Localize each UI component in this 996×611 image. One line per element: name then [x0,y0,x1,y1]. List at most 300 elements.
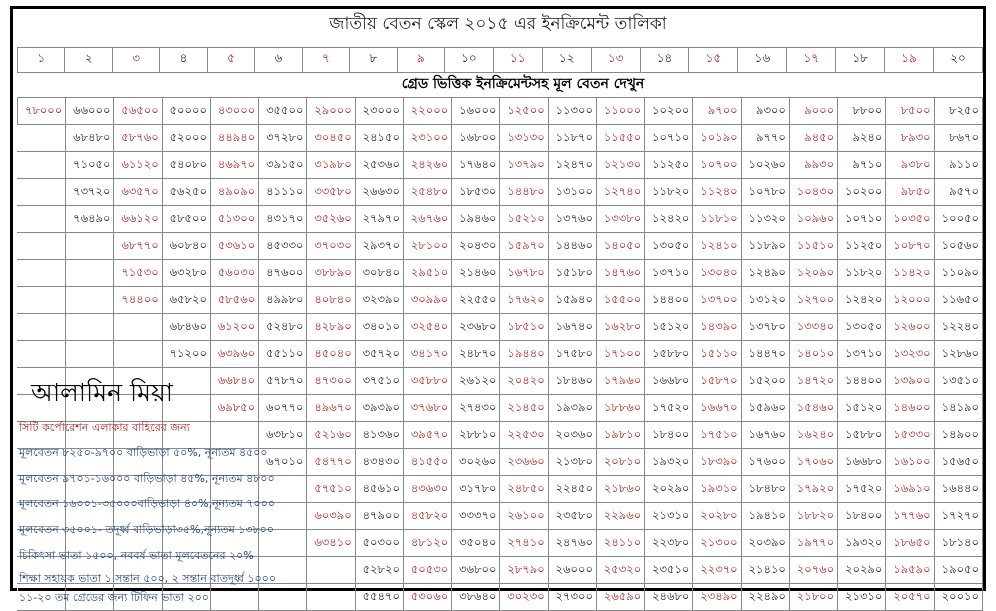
salary-cell: ৪১৫৫০ [403,449,451,476]
salary-cell: ৪৫৮২০ [403,503,451,530]
salary-cell: ৩১৭৮০ [452,476,500,503]
salary-cell: ৪৩৬৩০ [403,476,451,503]
salary-cell: ১২০০০ [886,287,934,314]
salary-cell: ১১৮৭০ [548,125,596,152]
grade-header-5: ৫ [207,48,254,73]
salary-cell: ১৫৮৭০ [693,368,741,395]
salary-cell: ৬৩৫৭০ [114,179,162,206]
salary-cell: ২৫৩২০ [596,557,644,584]
salary-cell: ১২৪২০ [838,287,886,314]
salary-cell: ১২৫০০ [500,98,548,125]
author-name: আলামিন মিয়া [31,378,173,407]
grade-header-6: ৬ [255,48,302,73]
salary-cell: ২৬৫৯০ [596,584,644,611]
salary-cell: ৭৬৪৯০ [66,206,114,233]
salary-cell: ১৫১৮০ [548,260,596,287]
salary-cell: ২০২৯০ [838,557,886,584]
salary-cell: ১৬০০০ [452,98,500,125]
allowance-note: মূলবেতন ১৬০০১-৩৫০০০বাড়িভাড়া ৪০%,নূন্যতম ৭০০০ [19,497,275,510]
salary-cell: ৬০৮৪০ [162,233,210,260]
salary-cell: ৬৮৪৬০ [162,314,210,341]
salary-cell: ১৯৪৬০ [452,206,500,233]
salary-cell: ৮৯৩০ [886,125,934,152]
allowance-note: মূলবেতন ৯৭০১-১৬০০০ বাড়িভাড়া ৪৫%, নূন্যতম ৪৮০০ [19,472,275,485]
salary-cell: ১৭২৭০ [934,503,982,530]
grade-header-11: ১১ [493,48,542,73]
salary-cell: ১৫৫০০ [596,287,644,314]
salary-cell: ১৪৪৮০ [500,179,548,206]
salary-cell: ৫০৩০০ [355,530,403,557]
salary-cell: ৪৭৩০০ [307,368,355,395]
salary-cell: ২৫৪৮০ [403,179,451,206]
page-title: জাতীয় বেতন স্কেল ২০১৫ এর ইনক্রিমেন্ট তালিকা [329,14,667,34]
salary-cell: ১২৪২০ [645,206,693,233]
salary-cell: ২০২৯০ [645,476,693,503]
salary-cell: ২২৫৩০ [500,422,548,449]
salary-cell: ১৮৫১০ [500,314,548,341]
salary-cell: ১৫১২০ [645,314,693,341]
salary-cell: ২২৪৯০ [741,584,789,611]
salary-cell: ৬৮৭৭০ [114,233,162,260]
table-row [18,233,983,260]
table-row [18,152,983,179]
salary-cell: ৭১০৫০ [66,152,114,179]
salary-cell: ২৭৯৭০ [355,206,403,233]
salary-cell: ৩৭২৮০ [259,125,307,152]
salary-cell: ১৫২০০ [741,368,789,395]
salary-cell: ১৮৪৬০ [548,368,596,395]
salary-cell: ৬৩৪১০ [307,530,355,557]
salary-cell: ১৮৩৯০ [693,449,741,476]
salary-cell: ১৫৪৬০ [789,395,837,422]
salary-cell: ১৬৬৮০ [838,449,886,476]
salary-cell: ২২৯৬০ [596,503,644,530]
table-row [18,206,983,233]
allowance-note: ১১-২০ তম গ্রেডের জন্য টিফিন ভাতা ২০০ [19,591,209,604]
salary-cell: ২০৭৬০ [789,557,837,584]
allowance-note: মূলবেতন ৩৫০০১- তদূর্ধ্ব বাড়িভাড়া৩৫%,নূন্যতম ১৩৮০০ [19,523,274,536]
salary-cell: ৪৪৯৪০ [210,125,258,152]
salary-cell: ১৩৯০০ [886,368,934,395]
salary-cell: ১৪৪৬০ [548,233,596,260]
salary-cell [18,260,66,287]
salary-cell: ৫১৩০০ [210,206,258,233]
salary-cell: ২৮৭৯০ [500,557,548,584]
salary-cell: ২৮৮১০ [452,422,500,449]
salary-cell: ২১৮০০ [789,584,837,611]
grade-header-15: ১৫ [689,48,738,73]
salary-cell: ২৭৩০০ [548,584,596,611]
salary-cell: ৫৩০৬০ [403,584,451,611]
salary-cell: ৫৫৪৭০ [355,584,403,611]
salary-cell: ১৬৪৪০ [934,476,982,503]
salary-cell: ২০৩৯০ [741,530,789,557]
salary-cell: ৩৯১৫০ [259,152,307,179]
salary-cell: ১৩৫১০ [934,368,982,395]
salary-cell [66,233,114,260]
salary-cell: ৯২৪০ [838,125,886,152]
salary-cell: ২৩১০০ [403,125,451,152]
salary-cell: ১৯৩২০ [645,449,693,476]
grade-header-19: ১৯ [885,48,934,73]
salary-cell: ৩০২৩০ [500,584,548,611]
table-row [18,260,983,287]
salary-cell: ১২২৪০ [934,314,982,341]
salary-cell: ১৫৮৮০ [645,341,693,368]
grade-header-9: ৯ [397,48,444,73]
salary-cell: ৬১১২০ [114,152,162,179]
salary-cell: ১৩০৫০ [838,314,886,341]
grade-header-20: ২০ [934,48,983,73]
salary-cell [18,233,66,260]
salary-cell: ৯৩৮০ [886,152,934,179]
salary-cell: ৪৩১৭০ [259,206,307,233]
salary-cell: ১২৮৬০ [934,341,982,368]
salary-cell: ১৭৫২০ [645,395,693,422]
salary-cell: ৪৮১২০ [403,530,451,557]
salary-cell: ১১৮২০ [645,179,693,206]
salary-cell: ৩৭৬৮০ [403,395,451,422]
salary-cell: ১০৫৬০ [934,233,982,260]
salary-cell [18,287,66,314]
grade-header-13: ১৩ [591,48,640,73]
grade-header-3: ৩ [112,48,159,73]
salary-cell: ১০১৯০ [693,125,741,152]
salary-cell: ১৫১২০ [838,395,886,422]
salary-cell: ১৪৯০০ [934,422,982,449]
grade-header-16: ১৬ [738,48,787,73]
salary-cell: ৫৮৭৬০ [114,125,162,152]
salary-cell: ৫৬২৫০ [162,179,210,206]
salary-cell: ৬১২০০ [210,314,258,341]
salary-cell: ৫৫১১০ [259,341,307,368]
salary-cell: ৫৭৮৭০ [259,368,307,395]
salary-cell: ১৭৯২০ [789,476,837,503]
salary-cell: ১০৩৫০ [886,206,934,233]
salary-cell: ২১৩৮০ [548,449,596,476]
salary-cell: ১১২৪০ [693,179,741,206]
grade-header-14: ১৪ [640,48,689,73]
salary-cell: ৭৪৪০০ [114,287,162,314]
salary-cell: ১৪১৯০ [934,395,982,422]
salary-cell: ৬৮৪৮০ [66,125,114,152]
salary-cell: ২২৩৮০ [645,530,693,557]
salary-cell: ১৩৭৬০ [548,206,596,233]
salary-cell: ২৯৫১০ [403,260,451,287]
salary-cell: ১৭৫৮০ [548,341,596,368]
salary-cell: ১৬৮০০ [452,125,500,152]
salary-cell [18,179,66,206]
salary-cell: ১১২৫০ [645,152,693,179]
salary-cell: ২১৩১০ [838,584,886,611]
salary-cell: ৩০৯৯০ [403,287,451,314]
salary-cell [114,341,162,368]
salary-cell: ৫৭৫১০ [307,476,355,503]
salary-cell: ৩২৩৯০ [355,287,403,314]
grade-header-18: ১৮ [836,48,885,73]
salary-cell [18,206,66,233]
salary-cell: ১৬৭৪০ [548,314,596,341]
table-row [18,179,983,206]
salary-cell: ৯৭১০ [838,152,886,179]
grade-header-row [17,47,983,73]
salary-cell: ১৩৩৪০ [789,314,837,341]
salary-cell: ৭৩৭২০ [66,179,114,206]
salary-cell: ৯৪৫০ [789,125,837,152]
salary-cell: ২৩০০০ [355,98,403,125]
salary-cell: ১৪৪৭০ [741,341,789,368]
salary-cell: ১৯৩৯০ [548,395,596,422]
salary-cell: ২৩৬৮০ [452,314,500,341]
salary-cell: ১১৬৫০ [934,287,982,314]
salary-cell: ১১৮২০ [838,260,886,287]
salary-cell: ৫৪০৮০ [162,152,210,179]
salary-cell: ৪১১১০ [259,179,307,206]
salary-cell: ৩৮৬৪০ [452,584,500,611]
salary-cell: ১২৪৭০ [548,152,596,179]
salary-cell: ১৩২৩০ [886,341,934,368]
salary-cell: ৯৯৩০ [789,152,837,179]
table-row [18,287,983,314]
salary-cell: ২৪২৬০ [403,152,451,179]
salary-cell: ১৩০৪০ [693,260,741,287]
salary-cell: ১৫৩৩০ [886,422,934,449]
salary-cell: ৬৬১২০ [114,206,162,233]
salary-cell: ২৪১৫০ [355,125,403,152]
salary-cell: ১৭৬৪০ [452,152,500,179]
salary-cell: ১২১৩০ [596,152,644,179]
salary-cell: ৩৫২৬০ [307,206,355,233]
salary-cell: ২৯৩৭০ [355,233,403,260]
salary-cell: ১৩৭১০ [838,341,886,368]
grade-header-4: ৪ [160,48,207,73]
salary-cell [18,314,66,341]
salary-cell: ১২৬০০ [886,314,934,341]
salary-cell [307,584,355,611]
salary-cell: ২১৮৬০ [596,476,644,503]
salary-cell: ২৮১০০ [403,233,451,260]
salary-cell: ১০২০০ [645,98,693,125]
salary-cell: ৩১৯৮০ [307,152,355,179]
salary-cell: ৪৭৯০০ [355,503,403,530]
salary-cell: ১০৪৩০ [789,179,837,206]
salary-cell: ৬০৩৯০ [307,503,355,530]
salary-cell [66,287,114,314]
salary-cell: ৩৩৫৮০ [307,179,355,206]
salary-cell: ১৪৭২০ [789,368,837,395]
salary-cell: ১৩১০০ [548,179,596,206]
salary-cell: ১১৩০০ [548,98,596,125]
salary-cell: ১৩৭৮০ [741,314,789,341]
salary-cell: ১৫৬৫০ [934,449,982,476]
salary-cell: ২০৪৩০ [452,233,500,260]
salary-cell: ২৪১১০ [596,530,644,557]
salary-cell: ১০৮৭০ [886,233,934,260]
salary-cell: ১৫৮৮০ [838,422,886,449]
salary-cell: ২০৫৭০ [886,584,934,611]
salary-cell: ১৫২১০ [500,206,548,233]
salary-cell: ৫২৮২০ [355,557,403,584]
salary-cell: ১৭০৬০ [789,449,837,476]
salary-cell: ১২৭০০ [789,287,837,314]
subtitle: গ্রেড ভিত্তিক ইনক্রিমেন্টসহ মূল বেতন দেখুন [401,76,645,92]
salary-cell [66,314,114,341]
salary-cell: ৪৫৩৩০ [259,233,307,260]
salary-cell: ২০৮১০ [596,449,644,476]
salary-cell: ১১৮১০ [693,206,741,233]
salary-cell: ৬৩২৮০ [162,260,210,287]
salary-cell: ১০২০০ [838,179,886,206]
salary-cell [66,260,114,287]
salary-cell: ৮২৫০ [934,98,982,125]
salary-cell: ৩৫৫০০ [259,98,307,125]
allowance-note: মূলবেতন ৮২৫০-৯৭০০ বাড়িভাড়া ৫০%, নূন্যতম ৪৫০০ [19,446,268,459]
salary-cell: ২৩৪৯০ [693,584,741,611]
salary-cell: ১২৭৪০ [596,179,644,206]
salary-cell: ৫৮৫০০ [162,206,210,233]
salary-cell: ২২০০০ [403,98,451,125]
salary-cell: ১৭৫২০ [838,476,886,503]
salary-cell [66,341,114,368]
allowance-note: শিক্ষা সহায়ক ভাতা ১ সন্তান ৫০০, ২ সন্তান বাতদূর্ধ্ব ১০০০ [19,572,276,585]
salary-cell: ২৬১২০ [452,368,500,395]
salary-cell: ৪০৮৪০ [307,287,355,314]
salary-cell: ১৬৬৮০ [645,368,693,395]
salary-cell: ২১৩১০ [645,503,693,530]
salary-cell: ৪৫৬১০ [355,476,403,503]
salary-cell: ৩২৫৪০ [403,314,451,341]
salary-cell: ৪৬৯৭০ [210,152,258,179]
salary-cell: ৫৩৬১০ [210,233,258,260]
salary-cell: ৪৫০৪০ [307,341,355,368]
salary-cell: ১৯০৫০ [934,557,982,584]
salary-cell: ১৯৮১০ [596,422,644,449]
salary-cell: ২১৪১০ [741,557,789,584]
salary-cell: ৩৫৮৮০ [403,368,451,395]
salary-cell: ২২৩৭০ [693,557,741,584]
salary-cell: ১১৮৯০ [741,233,789,260]
salary-cell: ২৭৪৩০ [452,395,500,422]
salary-cell: ২৩৫৮০ [548,503,596,530]
grade-header-7: ৭ [302,48,349,73]
salary-cell: ১৪০১০ [789,341,837,368]
grade-header-2: ২ [65,48,112,73]
salary-cell: ১৪৪০০ [645,287,693,314]
salary-cell: ৩০২৬০ [452,449,500,476]
salary-cell: ১৭৯৬০ [596,368,644,395]
salary-cell: ১৮১৪০ [934,530,982,557]
salary-cell: ১৬১০০ [886,449,934,476]
salary-cell: ৩৮৮৯০ [307,260,355,287]
salary-cell: ১৫৯৬০ [741,395,789,422]
salary-cell: ১০২৬০ [741,152,789,179]
salary-cell: ১০৭১০ [838,206,886,233]
salary-scale-sheet [10,6,986,604]
salary-cell: ১৯৪৪০ [500,341,548,368]
salary-cell: ৪৩৪৩০ [355,449,403,476]
salary-cell: ৪৯৯৮০ [259,287,307,314]
salary-cell: ১৪০৫০ [596,233,644,260]
salary-cell: ৯০০০ [789,98,837,125]
salary-cell: ২১৪৬০ [452,260,500,287]
salary-cell: ১৭৬২০ [500,287,548,314]
salary-cell: ১৮৪৮০ [741,476,789,503]
salary-cell: ১৯৩২০ [838,530,886,557]
salary-cell: ২০২৮০ [693,503,741,530]
salary-cell: ৩৯৫৭০ [403,422,451,449]
salary-cell: ১৩৭৯০ [500,152,548,179]
salary-cell: ৩৬৮০০ [452,557,500,584]
salary-cell: ১৯৫৯০ [886,557,934,584]
salary-cell: ৬৩৮১০ [259,422,307,449]
salary-cell: ৬৩৯৬০ [210,341,258,368]
salary-cell: ৩৪১৭০ [403,341,451,368]
salary-cell: ৫২০০০ [162,125,210,152]
salary-cell: ৯৭৭০ [741,125,789,152]
salary-cell: ৫৬০৩০ [210,260,258,287]
salary-cell: ১৭৫১০ [693,422,741,449]
salary-cell: ৯৮৫০ [886,179,934,206]
salary-cell: ১৫১১০ [693,341,741,368]
salary-cell: ৪৯০৯০ [210,179,258,206]
salary-cell: ৬৬০০০ [66,98,114,125]
salary-cell: ১৮৬৫০ [886,530,934,557]
salary-cell: ৯৭০০ [693,98,741,125]
salary-cell: ৪২৮৯০ [307,314,355,341]
salary-cell: ২৬১০০ [500,503,548,530]
salary-cell: ৫৪৭৭০ [307,449,355,476]
salary-cell: ৩৭৫১০ [355,368,403,395]
salary-cell: ২২৫৫০ [452,287,500,314]
salary-cell: ১৮৮২০ [789,503,837,530]
salary-cell: ৫২১৬০ [307,422,355,449]
salary-cell: ১৭১০০ [596,341,644,368]
grade-header-17: ১৭ [787,48,836,73]
salary-cell [18,152,66,179]
salary-cell: ৩৫৭২০ [355,341,403,368]
salary-cell: ২৬০০০ [548,557,596,584]
salary-cell: ৩৪০১০ [355,314,403,341]
salary-cell: ১৩১২০ [741,287,789,314]
salary-cell: ১৯৩১০ [693,476,741,503]
salary-cell: ১৬৯১০ [886,476,934,503]
salary-cell: ১৫৯৪০ [548,287,596,314]
salary-cell: ১০৭১০ [645,125,693,152]
salary-cell: ১২৪১০ [693,233,741,260]
salary-cell [18,341,66,368]
salary-cell: ৫৮৫৬০ [210,287,258,314]
table-row [18,341,983,368]
salary-cell: ১৬৬৭০ [693,395,741,422]
salary-cell: ৭৮০০০ [18,98,66,125]
salary-cell: ১৪৪০০ [838,368,886,395]
salary-cell: ১১৩২০ [741,206,789,233]
salary-cell: ৪৯৬৭০ [307,395,355,422]
salary-cell: ১১৫১০ [789,233,837,260]
salary-cell: ৩৯৩৯০ [355,395,403,422]
salary-cell: ১১০৯০ [934,260,982,287]
salary-cell: ১৭৬০০ [741,449,789,476]
salary-cell: ৯১১০ [934,152,982,179]
salary-cell: ৭১২০০ [162,341,210,368]
table-row [18,98,983,125]
salary-cell: ২০৩৬০ [548,422,596,449]
salary-cell: ১৪৬০০ [886,395,934,422]
salary-cell: ২৬৬৩০ [355,179,403,206]
salary-cell: ৪৭৬০০ [259,260,307,287]
salary-cell: ১০৭৮০ [741,179,789,206]
salary-cell: ১১৪২০ [886,260,934,287]
